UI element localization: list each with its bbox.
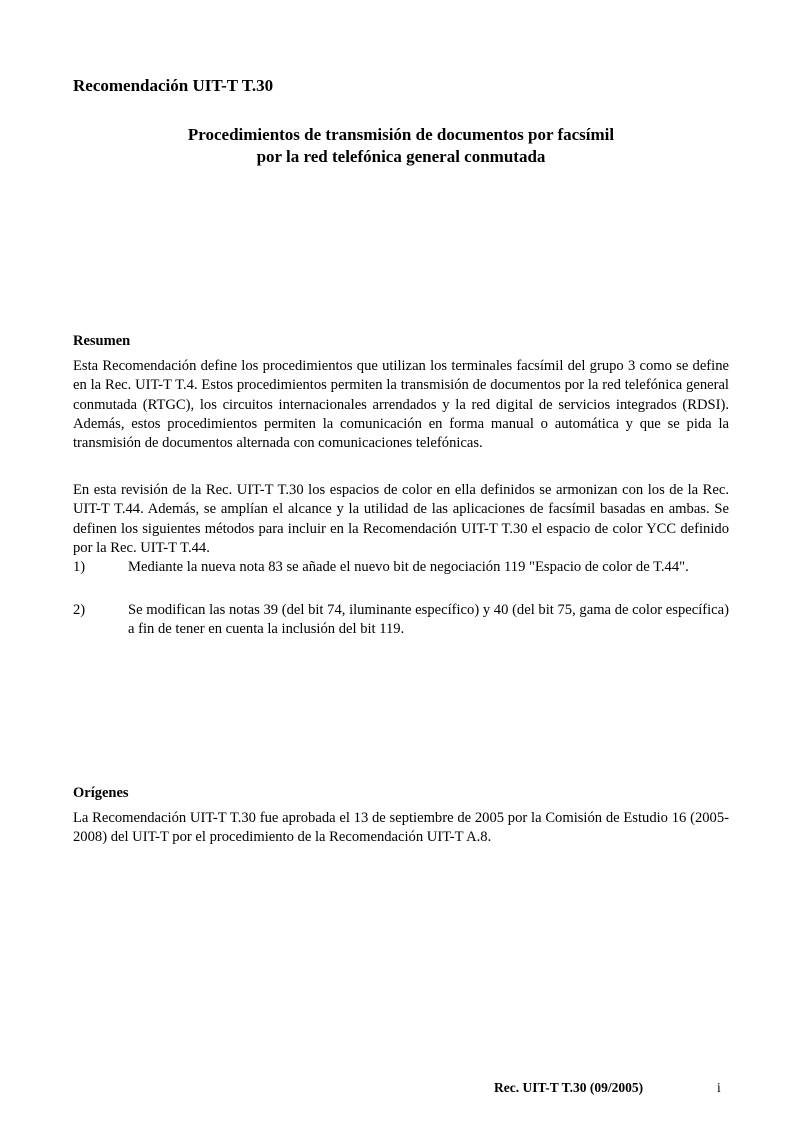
- resumen-paragraph-1: Esta Recomendación define los procedimientos que utilizan los terminales facsímil del grupo 3 como se define en la Rec. UIT-T T.4. Estos procedimientos permiten la transmisión de documentos por la red telefónica general conmutada (RTGC), los circuitos internacionales arrendados y la red digital de servicios integrados (RDSI). Además, estos procedimientos permiten la comunicación en forma manual o automática y que se pida la transmisión de documentos alternada con comunicaciones telefónicas.: [73, 358, 729, 452]
- list-item-number: 1): [73, 559, 86, 575]
- list-item-text: Mediante la nueva nota 83 se añade el nuevo bit de negociación 119 "Espacio de color de T.44".: [128, 559, 689, 575]
- origenes-paragraph: La Recomendación UIT-T T.30 fue aprobada el 13 de septiembre de 2005 por la Comisión de Estudio 16 (2005-2008) del UIT-T por el procedimiento de la Recomendación UIT-T A.8.: [73, 810, 729, 846]
- recommendation-id: Recomendación UIT-T T.30: [73, 76, 274, 95]
- origenes-heading: Orígenes: [73, 785, 129, 801]
- title-line-1: Procedimientos de transmisión de documentos por facsímil: [187, 125, 615, 144]
- document-title: [73, 124, 729, 168]
- resumen-paragraph-2: En esta revisión de la Rec. UIT-T T.30 los espacios de color en ella definidos se armonizan con los de la Rec. UIT-T T.44. Además, se amplían el alcance y la utilidad de las aplicaciones de facsímil basadas en ambas. Se definen los siguientes métodos para incluir en la Recomendación UIT-T T.30 el espacio de color YCC definido por la Rec. UIT-T T.44.: [73, 482, 729, 556]
- title-line-2: por la red telefónica general conmutada: [256, 147, 546, 166]
- list-item-text: Se modifican las notas 39 (del bit 74, iluminante específico) y 40 (del bit 75, gama de color específica) a fin de tener en cuenta la inclusión del bit 119.: [128, 602, 729, 638]
- list-item-2: [73, 601, 729, 640]
- footer-reference: Rec. UIT-T T.30 (09/2005): [494, 1080, 644, 1095]
- list-item-number: 2): [73, 602, 86, 618]
- resumen-heading: Resumen: [73, 333, 131, 349]
- list-item-1: [73, 558, 729, 577]
- page-number: i: [717, 1080, 721, 1095]
